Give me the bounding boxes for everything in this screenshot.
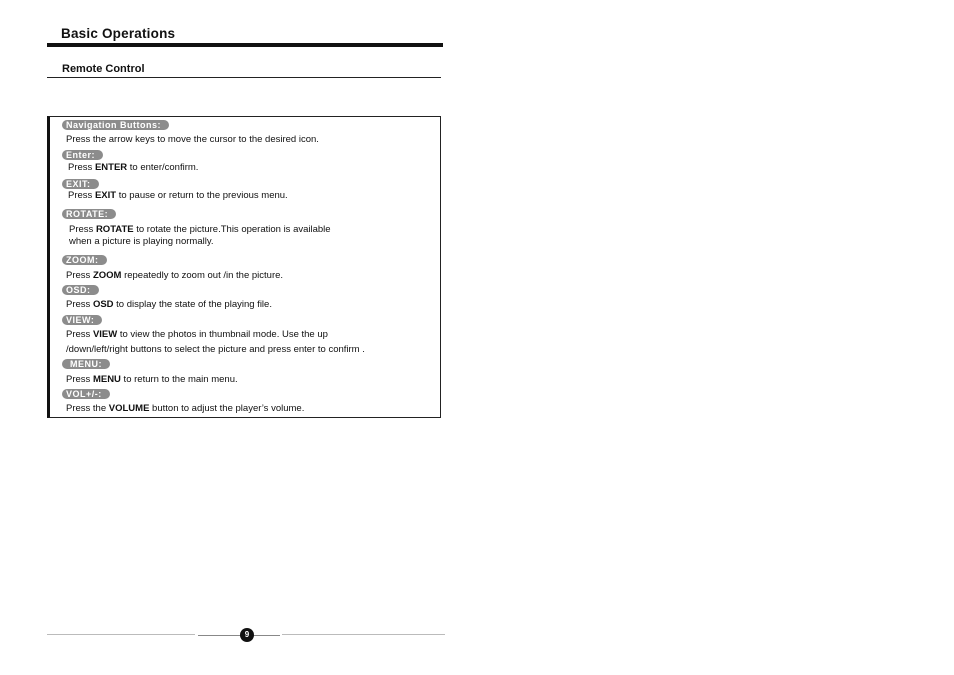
desc-rotate: Press ROTATE to rotate the picture.This operation is available	[69, 224, 331, 235]
desc-view: Press VIEW to view the photos in thumbnail mode. Use the up	[66, 329, 328, 340]
tag-exit: EXIT:	[62, 179, 99, 189]
tag-menu: MENU:	[62, 359, 110, 369]
section-rule	[47, 77, 441, 78]
desc-enter: Press ENTER to enter/confirm.	[68, 162, 199, 173]
title-rule	[47, 43, 443, 47]
footer-rule-center	[198, 635, 280, 636]
desc-zoom: Press ZOOM repeatedly to zoom out /in the picture.	[66, 270, 284, 281]
footer-rule-right	[282, 634, 445, 635]
tag-rotate: ROTATE:	[62, 209, 116, 219]
desc-view-line2: /down/left/right buttons to select the picture and press enter to confirm .	[66, 344, 365, 355]
footer-rule-left	[47, 634, 195, 635]
tag-osd: OSD:	[62, 285, 99, 295]
tag-navigation: Navigation Buttons:	[62, 120, 169, 130]
page-number: 9	[240, 628, 254, 642]
desc-volume: Press the VOLUME button to adjust the player’s volume.	[66, 403, 305, 414]
desc-rotate-line2: when a picture is playing normally.	[69, 236, 214, 247]
tag-view: VIEW:	[62, 315, 102, 325]
desc-navigation: Press the arrow keys to move the cursor to the desired icon.	[66, 134, 319, 145]
tag-enter: Enter:	[62, 150, 103, 160]
remote-control-box	[47, 116, 441, 418]
desc-osd: Press OSD to display the state of the playing file.	[66, 299, 272, 310]
tag-volume: VOL+/-:	[62, 389, 110, 399]
tag-zoom: ZOOM:	[62, 255, 107, 265]
desc-exit: Press EXIT to pause or return to the previous menu.	[68, 190, 288, 201]
desc-menu: Press MENU to return to the main menu.	[66, 374, 238, 385]
section-title: Remote Control	[62, 63, 145, 75]
page-title: Basic Operations	[61, 26, 176, 41]
